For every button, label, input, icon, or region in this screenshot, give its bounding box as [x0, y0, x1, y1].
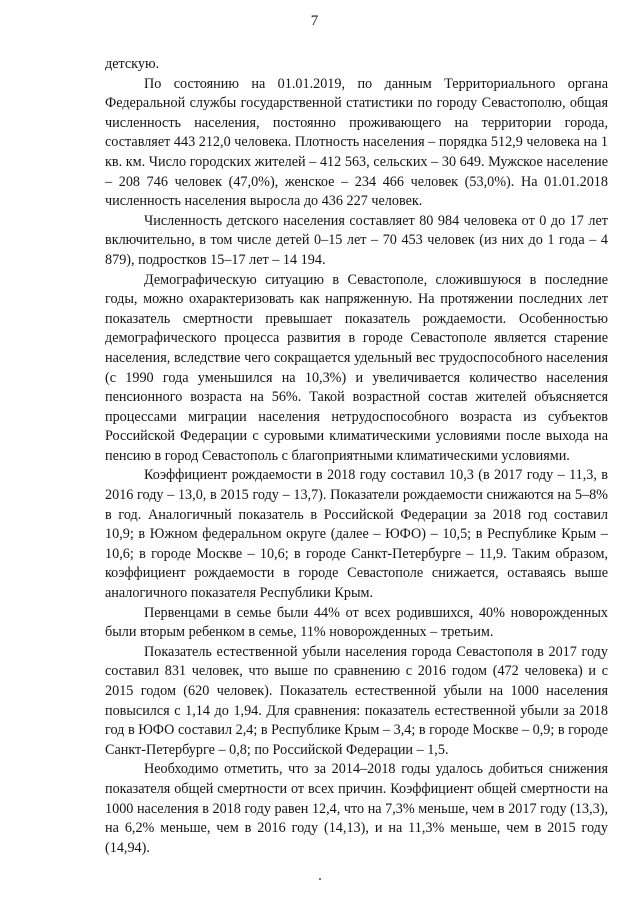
paragraph-children: Численность детского населения составляет 80 984 человека от 0 до 17 лет включительно, в том числе детей 0–15 лет – 70 453 человек (из них до 1 года – 4 879), подростков 15–17 лет – 14 194. — [105, 212, 608, 268]
paragraph-population: По состоянию на 01.01.2019, по данным Территориального органа Федеральной службы государственной статистики по городу Севастополю, общая численность населения, постоянно проживающего на территории города, составляет 443 212,0 человека. Плотность населения – порядка 512,9 человека на 1 кв. км. Число городских жителей – 412 563, сельских – 30 649. Мужское население – 208 746 человек (47,0%), женское – 234 466 человек (53,0%). На 01.01.2018 численность населения выросла до 436 227 человек. — [105, 75, 608, 210]
scan-artifact-dot — [319, 878, 321, 880]
paragraph-continuation: детскую. — [105, 56, 160, 72]
paragraph-demographics: Демографическую ситуацию в Севастополе, сложившуюся в последние годы, можно охарактеризовать как напряженную. На протяжении последних лет показатель смертности превышает показатель рождаемости. Особенностью демографического процесса развития в городе Севастополе является старение населения, вследствие чего сокращается удельный вес трудоспособного населения (с 1990 года уменьшился на 10,3%) и увеличивается количество населения пенсионного возраста на 56%. Такой возрастной состав жителей объясняется процессами миграции населения нетрудоспособного возраста из субъектов Российской Федерации с суровыми климатическими условиями после выхода на пенсию в город Севастополь с благоприятными климатическими условиями. — [105, 271, 608, 464]
paragraph-natural-decline: Показатель естественной убыли населения города Севастополя в 2017 году составил 831 человек, что выше по сравнению с 2016 годом (472 человека) и с 2015 годом (620 человек). Показатель естественной убыли на 1000 населения повысился с 1,14 до 1,94. Для сравнения: показатель естественной убыли за 2018 год в ЮФО составил 2,4; в Республике Крым – 3,4; в городе Москве – 0,9; в городе Санкт-Петербурге – 0,8; по Российской Федерации – 1,5. — [105, 643, 608, 758]
body-text — [105, 55, 608, 858]
page-number: 7 — [310, 13, 319, 29]
paragraph-birth-rate: Коэффициент рождаемости в 2018 году составил 10,3 (в 2017 году – 11,3, в 2016 году – 13,0, в 2015 году – 13,7). Показатели рождаемости снижаются на 5–8% в год. Аналогичный показатель в Российской Федерации за 2018 год составил 10,9; в Южном федеральном округе (далее – ЮФО) – 10,5; в Республике Крым – 10,6; в городе Москве – 10,6; в городе Санкт-Петербурге – 11,9. Таким образом, коэффициент рождаемости в городе Севастополе снижается, оставаясь выше аналогичного показателя Республики Крым. — [105, 467, 608, 602]
paragraph-firstborn: Первенцами в семье были 44% от всех родившихся, 40% новорожденных были вторым ребенком в семье, 11% новорожденных – третьим. — [105, 604, 608, 641]
paragraph-mortality: Необходимо отметить, что за 2014–2018 годы удалось добиться снижения показателя общей смертности от всех причин. Коэффициент общей смертности на 1000 населения в 2018 году равен 12,4, что на 7,3% меньше, чем в 2017 году (13,3), на 6,2% меньше, чем в 2016 году (14,13), и на 11,3% меньше, чем в 2015 году (14,94). — [105, 761, 608, 856]
